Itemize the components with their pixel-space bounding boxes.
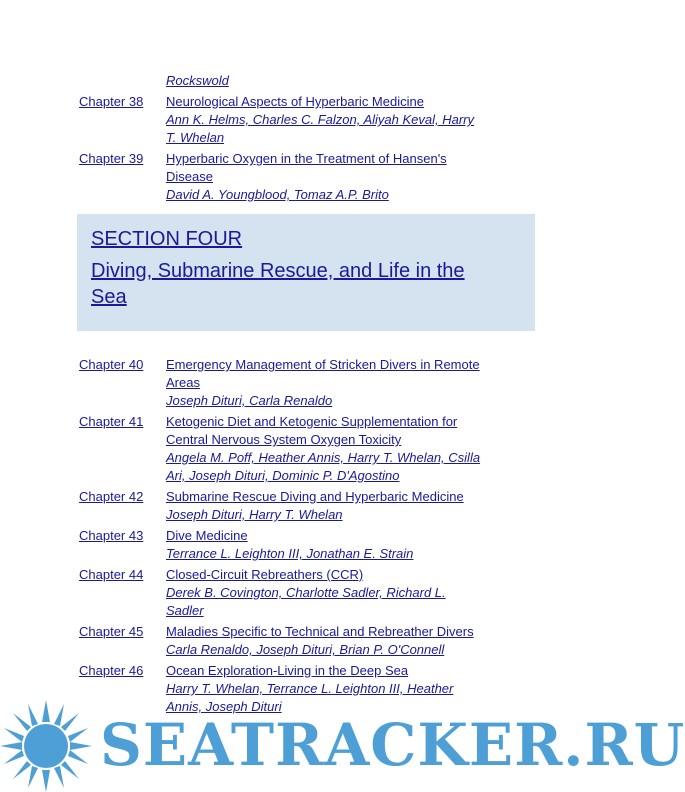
chapter-authors[interactable]: Derek B. Covington, Charlotte Sadler, Richard L.	[166, 585, 446, 600]
chapter-authors[interactable]: Terrance L. Leighton III, Jonathan E. Strain	[166, 546, 414, 561]
chapter-title-link[interactable]: Central Nervous System Oxygen Toxicity	[166, 432, 402, 447]
chapter-title-link[interactable]: Neurological Aspects of Hyperbaric Medicine	[166, 94, 424, 109]
chapter-number-link[interactable]: Chapter 46	[79, 663, 144, 678]
chapter-title-link[interactable]: Submarine Rescue Diving and Hyperbaric Medicine	[166, 489, 464, 504]
watermark-text: SEATRACKER.RU	[100, 711, 685, 779]
chapter-authors[interactable]: Harry T. Whelan, Terrance L. Leighton III, Heather	[166, 681, 454, 696]
chapter-authors[interactable]: Carla Renaldo, Joseph Dituri, Brian P. O'Connell	[166, 642, 445, 657]
chapter-number-link[interactable]: Chapter 40	[79, 357, 144, 372]
chapter-title-link[interactable]: Closed-Circuit Rebreathers (CCR)	[166, 567, 364, 582]
section-label-link[interactable]: SECTION FOUR	[91, 228, 243, 250]
chapter-authors[interactable]: Annis, Joseph Dituri	[166, 699, 282, 714]
chapter-number-link[interactable]: Chapter 42	[79, 489, 144, 504]
chapter-authors[interactable]: Rockswold	[166, 73, 229, 88]
chapter-authors[interactable]: T. Whelan	[166, 130, 225, 145]
sun-icon	[0, 700, 100, 792]
chapter-number-link[interactable]: Chapter 41	[79, 414, 144, 429]
chapter-title-link[interactable]: Ketogenic Diet and Ketogenic Supplementation for	[166, 414, 458, 429]
section-header	[77, 214, 535, 331]
chapter-title-link[interactable]: Ocean Exploration-Living in the Deep Sea	[166, 663, 409, 678]
chapter-title-link[interactable]: Hyperbaric Oxygen in the Treatment of Hansen's	[166, 151, 447, 166]
chapter-authors[interactable]: Angela M. Poff, Heather Annis, Harry T. Whelan, Csilla	[166, 450, 481, 465]
section-title-link[interactable]: Sea	[91, 286, 127, 308]
chapter-title-link[interactable]: Maladies Specific to Technical and Rebreather Divers	[166, 624, 474, 639]
chapter-number-link[interactable]: Chapter 44	[79, 567, 144, 582]
chapter-number-link[interactable]: Chapter 38	[79, 94, 144, 109]
chapter-authors[interactable]: Joseph Dituri, Harry T. Whelan	[166, 507, 343, 522]
chapter-number-link[interactable]: Chapter 43	[79, 528, 144, 543]
section-title-link[interactable]: Diving, Submarine Rescue, and Life in the	[91, 260, 465, 282]
chapter-number-link[interactable]: Chapter 45	[79, 624, 144, 639]
chapter-authors[interactable]: David A. Youngblood, Tomaz A.P. Brito	[166, 187, 389, 202]
chapter-number-link[interactable]: Chapter 39	[79, 151, 144, 166]
chapter-title-link[interactable]: Areas	[166, 375, 200, 390]
chapter-title-link[interactable]: Disease	[166, 169, 213, 184]
chapter-authors[interactable]: Sadler	[166, 603, 204, 618]
chapter-title-link[interactable]: Emergency Management of Stricken Divers in Remote	[166, 357, 480, 372]
chapter-authors[interactable]: Ari, Joseph Dituri, Dominic P. D'Agostino	[166, 468, 400, 483]
section-title	[91, 258, 511, 310]
chapter-authors[interactable]: Ann K. Helms, Charles C. Falzon, Aliyah Keval, Harry	[166, 112, 475, 127]
chapter-title-link[interactable]: Dive Medicine	[166, 528, 248, 543]
chapter-authors[interactable]: Joseph Dituri, Carla Renaldo	[166, 393, 333, 408]
